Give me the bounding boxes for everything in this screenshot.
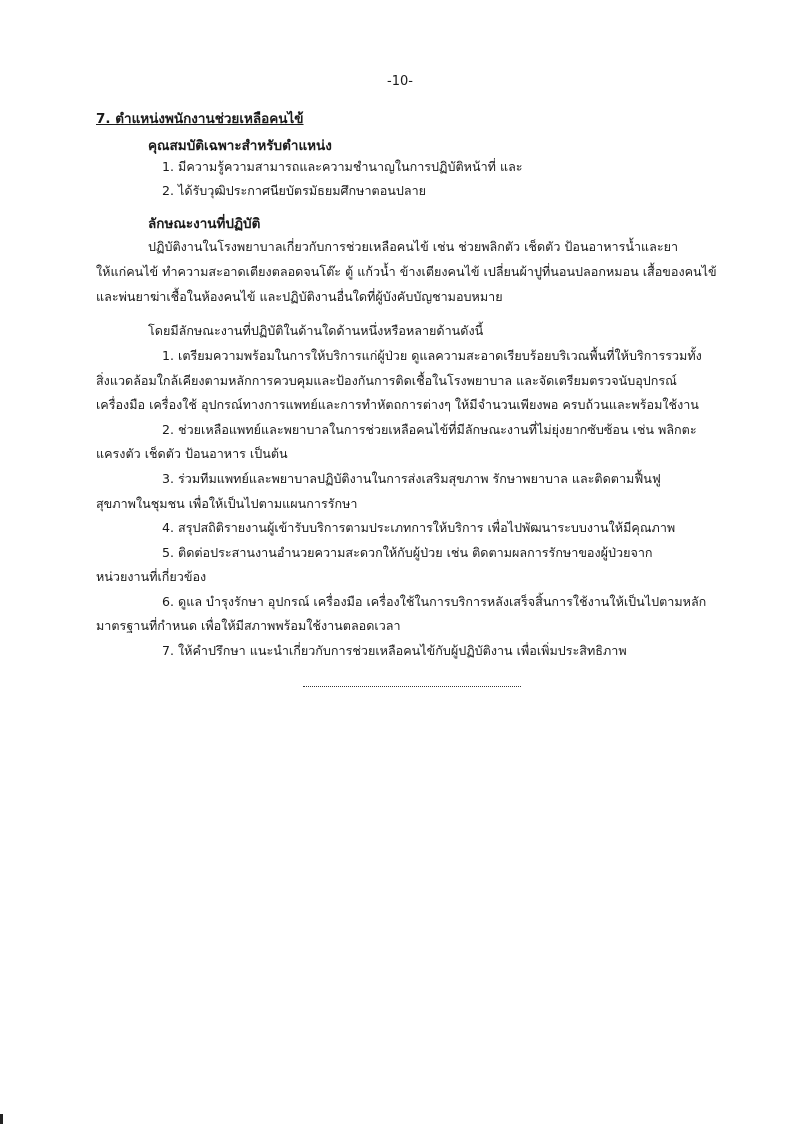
duty-item-line: 4. สรุปสถิติรายงานผู้เข้ารับบริการตามประเภทการให้บริการ เพื่อไปพัฒนาระบบงานให้มีคุณภาพ (162, 520, 676, 535)
section-title: 7. ตำแหน่งพนักงานช่วยเหลือคนไข้ (96, 111, 304, 127)
duty-item-line: 3. ร่วมทีมแพทย์และพยาบาลปฏิบัติงานในการส่งเสริมสุขภาพ รักษาพยาบาล และติดตามฟื้นฟู (162, 471, 661, 486)
duty-item-line: มาตรฐานที่กำหนด เพื่อให้มีสภาพพร้อมใช้งานตลอดเวลา (96, 618, 401, 633)
duty-item-line: 1. เตรียมความพร้อมในการให้บริการแก่ผู้ป่วย ดูแลความสะอาดเรียบร้อยบริเวณพื้นที่ให้บริการรวมทั้ง (162, 348, 702, 363)
duty-item-line: 5. ติดต่อประสานงานอำนวยความสะดวกให้กับผู้ป่วย เช่น ติดตามผลการรักษาของผู้ป่วยจาก (162, 545, 653, 560)
duty-item-line: หน่วยงานที่เกี่ยวข้อง (96, 569, 207, 584)
duty-item-line: แครงตัว เช็ดตัว ป้อนอาหาร เป็นต้น (96, 446, 288, 461)
qualification-item: 1. มีความรู้ความสามารถและความชำนาญในการปฏิบัติหน้าที่ และ (162, 159, 523, 174)
duties-intro-line: ให้แก่คนไข้ ทำความสะอาดเตียงตลอดจนโต๊ะ ตู้ แก้วน้ำ ข้างเตียงคนไข้ เปลี่ยนผ้าปูที่นอนปลอกหมอน เสื้อของคนไข้ (96, 264, 717, 279)
duty-item-line: สุขภาพในชุมชน เพื่อให้เป็นไปตามแผนการรักษา (96, 496, 358, 511)
duty-item-line: เครื่องมือ เครื่องใช้ อุปกรณ์ทางการแพทย์และการทำหัตถการต่างๆ ให้มีจำนวนเพียงพอ ครบถ้วนและพร้อมใช้งาน (96, 397, 699, 412)
end-divider (303, 686, 521, 687)
scan-edge-mark (0, 1114, 3, 1124)
duty-item-line: 7. ให้คำปรึกษา แนะนำเกี่ยวกับการช่วยเหลือคนไข้กับผู้ปฏิบัติงาน เพื่อเพิ่มประสิทธิภาพ (162, 643, 627, 658)
qualification-item: 2. ได้รับวุฒิประกาศนียบัตรมัธยมศึกษาตอนปลาย (162, 183, 427, 198)
duty-item-line: 2. ช่วยเหลือแพทย์และพยาบาลในการช่วยเหลือคนไข้ที่มีลักษณะงานที่ไม่ยุ่งยากซับซ้อน เช่น พลิกตะ (162, 422, 697, 437)
duties-intro-line: และพ่นยาฆ่าเชื้อในห้องคนไข้ และปฏิบัติงานอื่นใดที่ผู้บังคับบัญชามอบหมาย (96, 289, 503, 304)
duty-item-line: 6. ดูแล บำรุงรักษา อุปกรณ์ เครื่องมือ เครื่องใช้ในการบริการหลังเสร็จสิ้นการใช้งานให้เป็นไปตามหลัก (162, 594, 707, 609)
duty-item-line: สิ่งแวดล้อมใกล้เคียงตามหลักการควบคุมและป้องกันการติดเชื้อในโรงพยาบาล และจัดเตรียมตรวจนับอุปกรณ์ (96, 373, 677, 388)
qualifications-heading: คุณสมบัติเฉพาะสำหรับตำแหน่ง (148, 138, 332, 154)
duties-lead: โดยมีลักษณะงานที่ปฏิบัติในด้านใดด้านหนึ่งหรือหลายด้านดังนี้ (148, 323, 484, 338)
duties-heading: ลักษณะงานที่ปฏิบัติ (148, 216, 261, 232)
duties-intro-line: ปฏิบัติงานในโรงพยาบาลเกี่ยวกับการช่วยเหลือคนไข้ เช่น ช่วยพลิกตัว เช็ดตัว ป้อนอาหารน้ำและยา (148, 239, 679, 254)
page-number: -10- (387, 74, 413, 89)
